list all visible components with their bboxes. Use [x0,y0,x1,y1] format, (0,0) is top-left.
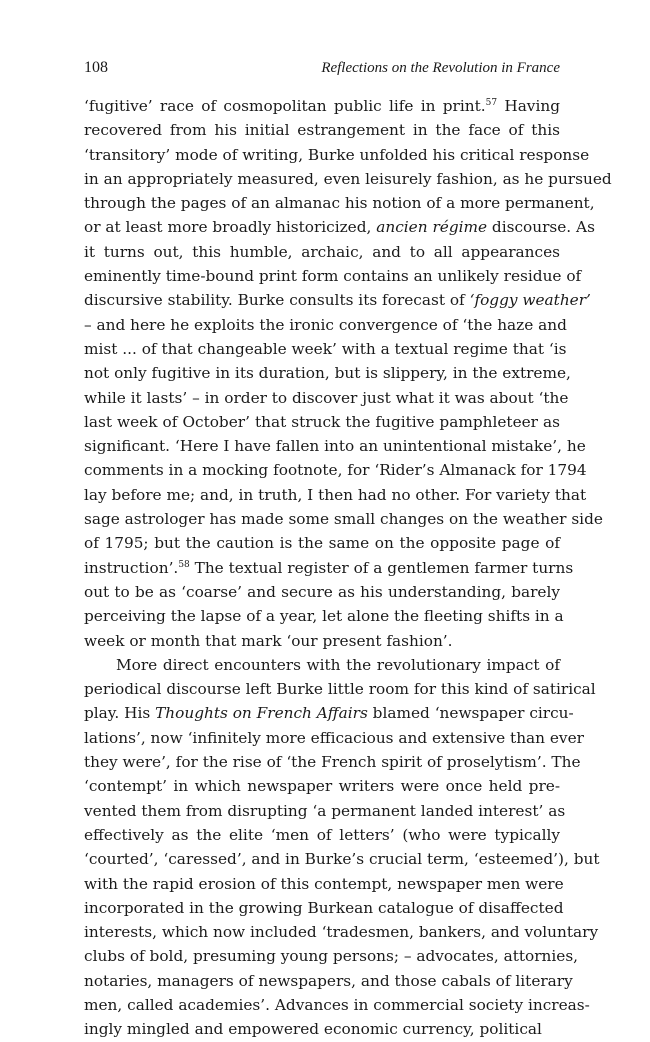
text-line: ‘transitory’ mode of writing, Burke unfolded his critical response [84,145,590,164]
text-line: or at least more broadly historicized, ancien régime discourse. As [84,218,595,237]
body-text [84,94,612,1042]
text-line: notaries, managers of newspapers, and those cabals of literary [84,971,573,990]
italic-text: ancien régime [376,218,488,237]
text-line: significant. ‘Here I have fallen into an unintentional mistake’, he [84,437,586,456]
text-line: discursive stability. Burke consults its forecast of ‘foggy weather’ [84,291,591,310]
text-line: while it lasts’ – in order to discover just what it was about ‘the [84,388,569,407]
text-line: clubs of bold, presuming young persons; – advocates, attornies, [84,947,579,966]
text-line: ‘contempt’ in which newspaper writers were once held pre- [84,777,560,796]
text-line: effectively as the elite ‘men of letters’ (who were typically [84,825,560,844]
text-line: week or month that mark ‘our present fashion’. [84,631,453,650]
text-line: they were’, for the rise of ‘the French spirit of proselytism’. The [84,753,581,772]
book-page [84,58,612,1042]
footnote-marker: 57 [485,97,498,108]
text-line: – and here he exploits the ironic convergence of ‘the haze and [84,315,567,334]
running-title: Reflections on the Revolution in France [321,60,560,76]
text-line: mist ... of that changeable week’ with a textual regime that ‘is [84,339,567,358]
text-line: recovered from his initial estrangement in the face of this [84,121,560,140]
text-line: out to be as ‘coarse’ and secure as his understanding, barely [84,582,560,601]
text-line: ‘fugitive’ race of cosmopolitan public life in print.$^{57}$ Having [84,97,560,115]
text-line: lay before me; and, in truth, I then had no other. For variety that [84,485,587,504]
text-line: eminently time-bound print form contains an unlikely residue of [84,267,582,286]
text-line: play. His Thoughts on French Affairs blamed ‘newspaper circu- [84,704,574,723]
text-line: perceiving the lapse of a year, let alone the fleeting shifts in a [84,607,564,626]
page-number: 108 [84,59,108,76]
text-line: in an appropriately measured, even leisurely fashion, as he pursued [84,169,612,188]
text-line: instruction’.$^{58}$ The textual register of a gentlemen farmer turns [84,558,574,577]
text-line: lations’, now ‘infinitely more efficacious and extensive than ever [84,728,584,747]
text-line: through the pages of an almanac his notion of a more permanent, [84,194,595,213]
text-line: interests, which now included ‘tradesmen, bankers, and voluntary [84,923,599,942]
text-line: comments in a mocking footnote, for ‘Rider’s Almanack for 1794 [84,461,587,480]
text-line: with the rapid erosion of this contempt, newspaper men were [84,874,564,893]
italic-text: Thoughts on French Affairs [155,704,368,723]
running-head [84,58,560,78]
text-line: More direct encounters with the revolutionary impact of [116,655,560,674]
text-line: men, called academies’. Advances in commercial society increas- [84,995,590,1014]
text-line: periodical discourse left Burke little room for this kind of satirical [84,680,596,699]
text-line: last week of October’ that struck the fugitive pamphleteer as [84,412,560,431]
footnote-marker: 58 [178,559,190,570]
text-line: ingly mingled and empowered economic currency, political [84,1020,542,1039]
text-line: sage astrologer has made some small changes on the weather side [84,510,603,529]
italic-text: ‘foggy weather’ [469,291,591,310]
paragraph [84,653,600,1042]
text-line: of 1795; but the caution is the same on the opposite page of [84,534,560,553]
text-line: not only fugitive in its duration, but is slippery, in the extreme, [84,364,571,383]
text-line: it turns out, this humble, archaic, and to all appearances [84,242,560,261]
text-line: incorporated in the growing Burkean catalogue of disaffected [84,898,564,917]
paragraph [84,94,612,653]
text-line: ‘courted’, ‘caressed’, and in Burke’s crucial term, ‘esteemed’), but [84,850,600,869]
text-line: vented them from disrupting ‘a permanent landed interest’ as [84,801,566,820]
